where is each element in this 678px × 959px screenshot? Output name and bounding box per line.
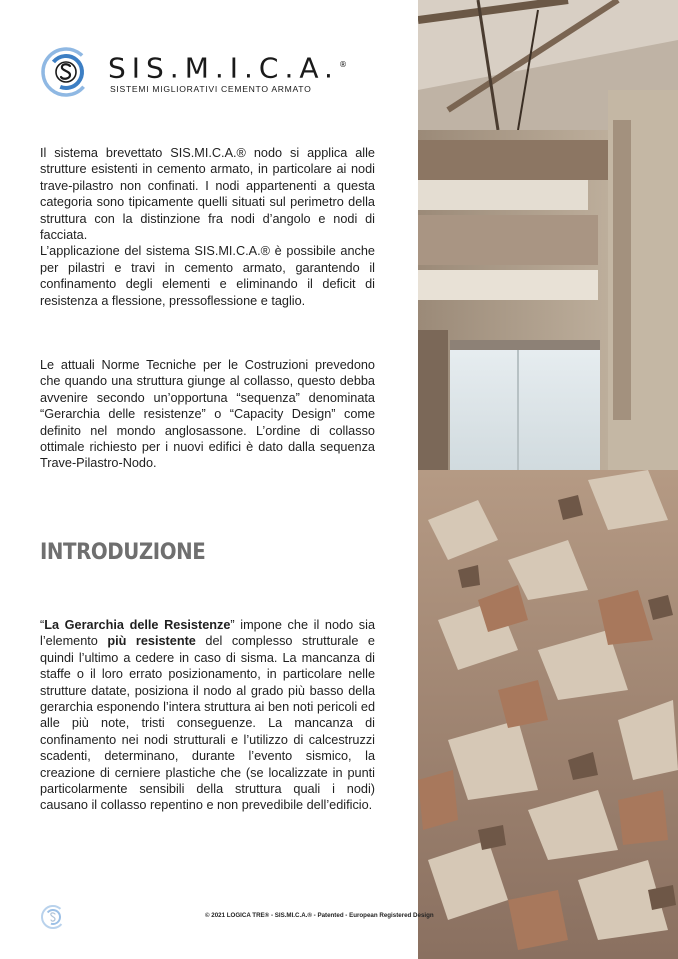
section-heading: INTRODUZIONE bbox=[40, 540, 206, 565]
bold-term: La Gerarchia delle Resistenze bbox=[44, 618, 231, 632]
footer-logo-icon bbox=[40, 900, 66, 934]
intro-paragraph-2 bbox=[40, 357, 375, 472]
collapsed-building-image bbox=[418, 0, 678, 959]
hierarchy-paragraph bbox=[40, 617, 375, 814]
rubble-photo bbox=[418, 0, 678, 959]
text-segment: ” impone che il nodo sia l’elemento bbox=[40, 618, 376, 649]
paragraph-text: Il sistema brevettato SIS.MI.C.A.® nodo si applica alle strutture esistenti in cemento armato, in particolare ai nodi trave-pilastro non confinati. I nodi appartenenti a questa categoria sono tipicamente quelli situati sul perimetro della struttura con la distinzione fra nodi d’angolo e nodi di facciata. bbox=[40, 146, 375, 243]
intro-paragraph-1 bbox=[40, 145, 375, 309]
bold-term: più resistente bbox=[107, 634, 196, 649]
brand-wordmark: SIS.M.I.C.A.® bbox=[108, 51, 347, 85]
paragraph-text: L’applicazione del sistema SIS.MI.C.A.® è possibile anche per pilastri e travi in cemento armato, garantendo il confinamento degli elementi e eliminando il deficit di resistenza a flessione, pressoflessione e taglio. bbox=[40, 244, 375, 308]
paragraph-text bbox=[40, 617, 375, 814]
copyright-footer: © 2021 LOGICA TRE® - SIS.MI.C.A.® - Patented - European Registered Design bbox=[205, 912, 434, 919]
sismica-logo-icon bbox=[40, 40, 92, 104]
paragraph-text: Le attuali Norme Tecniche per le Costruzioni prevedono che quando una struttura giunge al collasso, questo debba avvenire secondo un’opportuna “sequenza” denominata “Gerarchia delle resistenze” o “Capacity Design” come definito nel mondo anglosassone. L’ordine di collasso ottimale richiesto per i nuovi edifici è dato dalla sequenza Trave-Pilastro-Nodo. bbox=[40, 358, 375, 471]
text-segment: del complesso strutturale e quindi l’ultimo a cedere in caso di sisma. La mancanza di staffe o il loro errato posizionamento, in particolare nelle strutture datate, posiziona il nodo al grado più basso della gerarchia esponendo l’intera struttura ai ben noti pericoli ed alle più note, tristi conseguenze. La mancanza di confinamento nei nodi strutturali e l’utilizzo di calcestruzzi scadenti, determinano, durante l’evento sismico, la creazione di cerniere plastiche che (se localizzate in punti particolarmente sensibili della struttura quali i nodi) causano il collasso repentino e non prevedibile dell’edificio. bbox=[40, 634, 375, 813]
brand-tagline: SISTEMI MIGLIORATIVI CEMENTO ARMATO bbox=[110, 84, 312, 94]
quote-open: “ bbox=[40, 618, 45, 632]
brand-logo bbox=[40, 40, 347, 110]
